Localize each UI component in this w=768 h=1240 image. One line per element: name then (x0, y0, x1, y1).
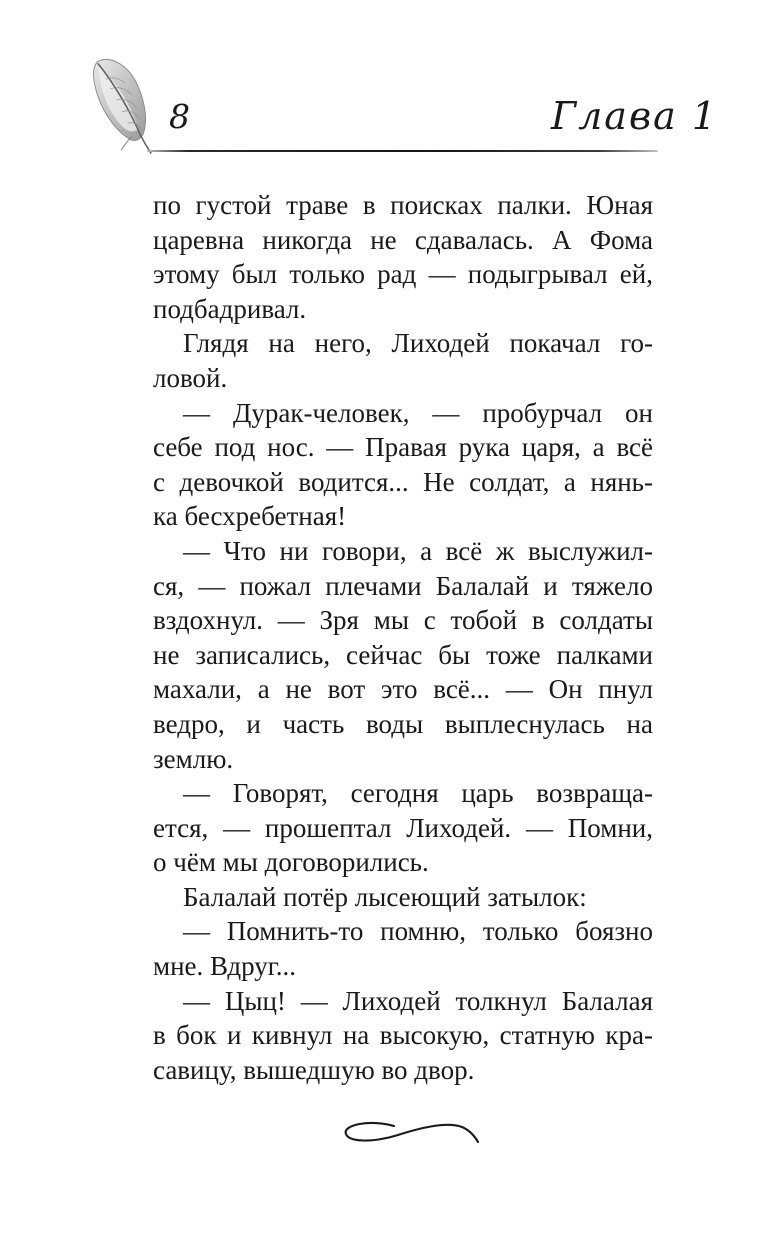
text-line: ведро, и часть воды выплеснулась на (153, 708, 653, 739)
text-line: не записались, сейчас бы тоже палками (153, 639, 653, 670)
text-line: савицу, вышедшую во двор. (153, 1054, 475, 1085)
text-line: — Цыц! — Лиходей толкнул Балалая (183, 985, 653, 1016)
text-line: ся, — пожал плечами Балалай и тяжело (153, 570, 653, 601)
text-line: себе под нос. — Правая рука царя, а всё (153, 432, 653, 463)
paragraph (153, 326, 653, 395)
paragraph (153, 984, 653, 1088)
text-line: этому был только рад — подыгрывал ей, (153, 259, 653, 290)
text-line: махали, а не вот это всё... — Он пнул (153, 674, 653, 705)
text-line: по густой траве в поисках палки. Юная (153, 190, 653, 220)
text-line: царевна никогда не сдавалась. А Фома (153, 224, 653, 255)
text-line: Балалай потёр лысеющий затылок: (183, 881, 587, 912)
text-line: вздохнул. — Зря мы с тобой в солдаты (153, 605, 653, 636)
text-line: ется, — прошептал Лиходей. — Помни, (153, 812, 653, 843)
text-line: — Что ни говори, а всё ж выслужил- (183, 535, 653, 566)
header-rule (147, 150, 658, 152)
text-line: в бок и кивнул на высокую, статную кра- (153, 1020, 653, 1051)
text-line: землю. (153, 743, 234, 774)
text-line: — Говорят, сегодня царь возвраща- (183, 778, 653, 809)
page-number: 8 (169, 97, 190, 136)
book-text (153, 188, 653, 1087)
text-line: о чём мы договорились. (153, 847, 429, 878)
paragraph (153, 396, 653, 534)
text-line: — Помнить-то помню, только боязно (183, 916, 653, 947)
text-line: подбадривал. (153, 293, 307, 324)
chapter-title: Глава 1 (550, 94, 718, 138)
text-line: ка бесхребетная! (153, 501, 347, 532)
text-line: с девочкой водится... Не солдат, а нянь- (153, 466, 653, 497)
text-line: мне. Вдруг... (153, 951, 297, 982)
flourish-swash-divider-icon (334, 1120, 482, 1148)
paragraph (153, 534, 653, 776)
text-line: ловой. (153, 362, 228, 393)
feather-quill-icon (76, 56, 172, 158)
paragraph (153, 188, 653, 326)
text-line: Глядя на него, Лиходей покачал го- (183, 328, 653, 359)
paragraph (153, 776, 653, 880)
paragraph (153, 914, 653, 983)
text-line: — Дурак-человек, — пробурчал он (183, 397, 653, 428)
paragraph (153, 880, 653, 915)
